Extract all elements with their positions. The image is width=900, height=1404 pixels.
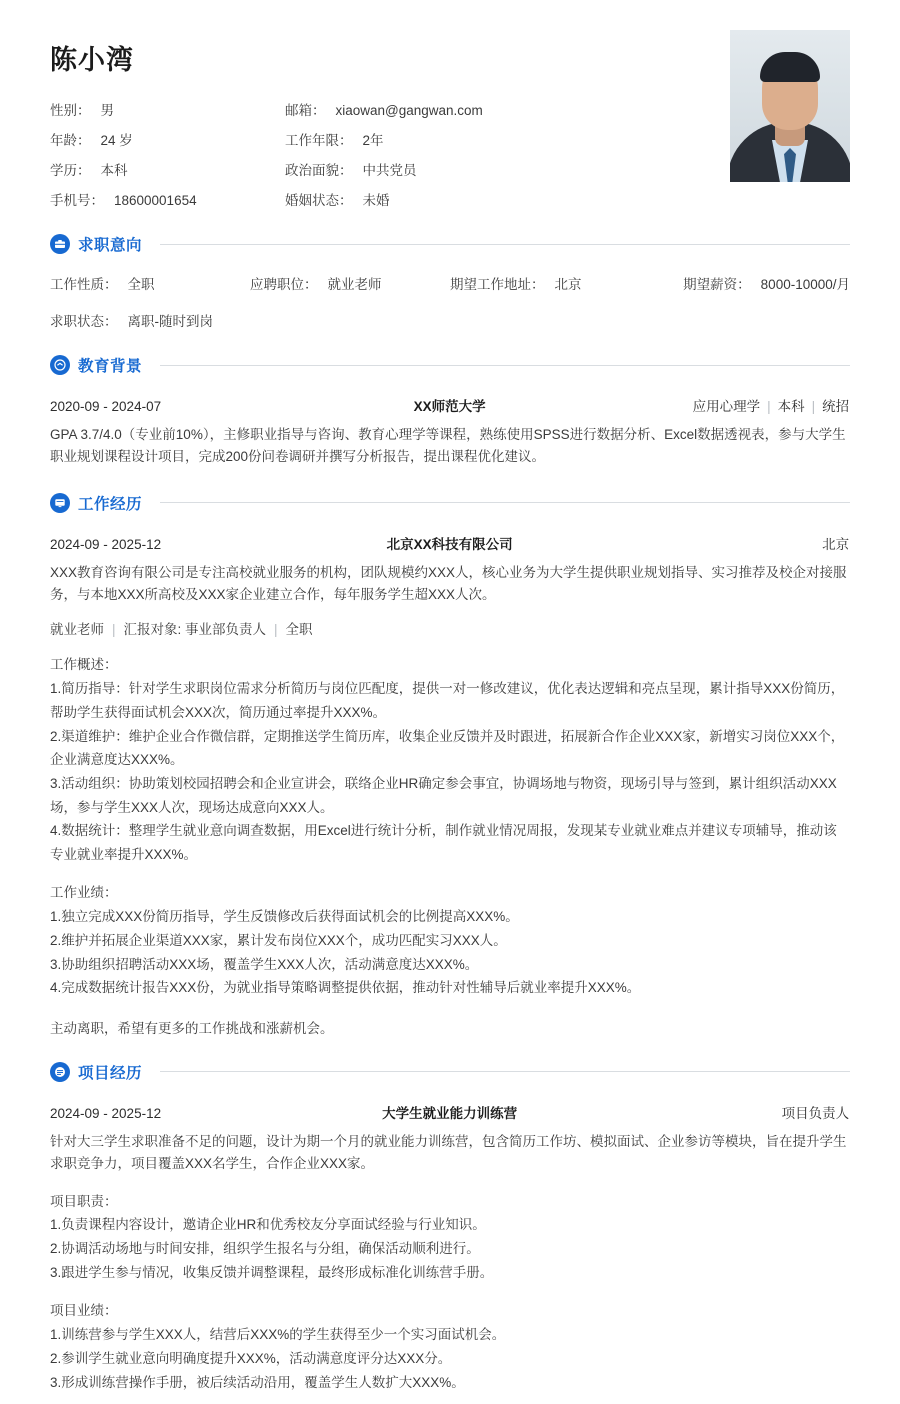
work-summary-title: 工作概述：: [50, 657, 118, 673]
basic-info-grid: [50, 99, 710, 209]
section-header-education: [50, 354, 850, 376]
work-city: 北京: [822, 536, 850, 552]
info-email-value: xiaowan@gangwan.com: [335, 103, 483, 118]
avatar: [730, 30, 850, 182]
section-header-job-intent: [50, 233, 850, 255]
work-summary-item: 2.渠道维护：维护企业合作微信群，定期推送学生简历库，收集企业反馈并及时跟进，拓展新合作企业XXX家，新增实习岗位XXX个，企业满意度达XXX%。: [50, 728, 845, 768]
work-report-to: 汇报对象: 事业部负责人: [123, 622, 267, 638]
work-nature: 全职: [285, 622, 313, 638]
info-experience: [285, 129, 710, 149]
education-major: 应用心理学: [692, 399, 761, 414]
education-meta: [583, 395, 849, 415]
page-title: 陈小湾: [50, 45, 134, 75]
intent-status: [50, 310, 250, 330]
project-name: 大学生就业能力训练营: [382, 1105, 518, 1121]
info-phone-label: 手机号：: [50, 193, 104, 208]
work-role-line: [50, 618, 850, 638]
work-result-item: 3.协助组织招聘活动XXX场，覆盖学生XXX人次，活动满意度达XXX%。: [50, 956, 479, 972]
resume-header: [50, 30, 850, 209]
section-header-project: [50, 1061, 850, 1083]
section-title-project: 项目经历: [78, 1064, 143, 1082]
divider: |: [811, 399, 816, 414]
info-political: [285, 159, 710, 179]
info-gender-value: 男: [100, 103, 114, 118]
info-gender: [50, 99, 285, 119]
job-intent-grid: [50, 273, 850, 330]
section-title-education: 教育背景: [78, 358, 143, 375]
education-entry-header: [50, 395, 850, 415]
work-result-item: 2.维护并拓展企业渠道XXX家，累计发布岗位XXX个，成功匹配实习XXX人。: [50, 932, 507, 948]
monitor-icon: [50, 493, 70, 513]
section-work-experience: [50, 492, 850, 1037]
project-result-item: 3.形成训练营操作手册，被后续活动沿用，覆盖学生人数扩大XXX%。: [50, 1374, 465, 1390]
work-summary-item: 4.数据统计：整理学生就业意向调查数据，用Excel进行统计分析，制作就业情况周报，发现某专业就业难点并建议专项辅导，推动该专业就业率提升XXX%。: [50, 823, 837, 862]
intent-status-label: 求职状态：: [50, 314, 118, 329]
project-role: 项目负责人: [781, 1105, 850, 1121]
project-duty-item: 2.协调活动场地与时间安排，组织学生报名与分组，确保活动顺利进行。: [50, 1241, 480, 1257]
education-date: 2020-09 - 2024-07: [50, 399, 162, 414]
project-result-block: [50, 1300, 850, 1394]
education-school: XX师范大学: [413, 399, 486, 414]
intent-position-value: 就业老师: [327, 277, 382, 292]
info-education-label: 学历：: [50, 163, 91, 178]
section-education: [50, 354, 850, 468]
project-duty-block: [50, 1191, 850, 1285]
work-leave-reason: 主动离职，希望有更多的工作挑战和涨薪机会。: [50, 1020, 334, 1036]
work-summary-item: 1.简历指导：针对学生求职岗位需求分析简历与岗位匹配度，提供一对一修改建议，优化表达逻辑和亮点呈现，累计指导XXX份简历，帮助学生获得面试机会XXX次，简历通过率提升XXX%。: [50, 681, 845, 720]
cap-icon: [50, 355, 70, 375]
education-channel: 统招: [822, 399, 850, 414]
section-header-work: [50, 492, 850, 514]
project-duty-item: 1.负责课程内容设计，邀请企业HR和优秀校友分享面试经验与行业知识。: [50, 1217, 486, 1233]
project-result-title: 项目业绩：: [50, 1303, 118, 1319]
project-result-item: 1.训练营参与学生XXX人，结营后XXX%的学生获得至少一个实习面试机会。: [50, 1327, 506, 1343]
section-divider: [160, 365, 850, 366]
intent-salary: [670, 273, 850, 293]
info-education: [50, 159, 285, 179]
section-job-intent: [50, 233, 850, 330]
work-company-description: XXX教育咨询有限公司是专注高校就业服务的机构，团队规模约XXX人，核心业务为大学生提供职业规划指导、实习推荐及校企对接服务，与本地XXX所高校及XXX家企业建立合作，每年服务学生超XXX人次。: [50, 564, 847, 602]
info-email: [285, 99, 710, 119]
info-education-value: 本科: [100, 163, 128, 178]
intent-location-label: 期望工作地址：: [450, 277, 545, 292]
info-marital-label: 婚姻状态：: [285, 193, 353, 208]
intent-nature-value: 全职: [127, 277, 155, 292]
work-summary-item: 3.活动组织：协助策划校园招聘会和企业宣讲会，联络企业HR确定参会事宜，协调场地与物资，现场引导与签到，累计组织活动XXX场，参与学生XXX人次，现场达成意向XXX人。: [50, 775, 837, 815]
work-result-title: 工作业绩：: [50, 885, 118, 901]
intent-status-value: 离职-随时到岗: [127, 314, 213, 329]
section-divider: [160, 1071, 850, 1072]
section-title-job-intent: 求职意向: [78, 237, 143, 254]
project-result-item: 2.参训学生就业意向明确度提升XXX%，活动满意度评分达XXX分。: [50, 1350, 452, 1366]
info-marital: [285, 189, 710, 209]
list-icon: [50, 1062, 70, 1082]
intent-position-label: 应聘职位：: [250, 277, 318, 292]
section-project-experience: [50, 1061, 850, 1394]
info-experience-value: 2年: [362, 133, 384, 148]
info-political-label: 政治面貌：: [285, 163, 353, 178]
section-divider: [160, 244, 850, 245]
header-left: [50, 30, 710, 209]
intent-nature-label: 工作性质：: [50, 277, 118, 292]
intent-location: [450, 273, 670, 293]
divider: |: [112, 622, 116, 638]
project-description: 针对大三学生求职准备不足的问题，设计为期一个月的就业能力训练营，包含简历工作坊、模拟面试、企业参访等模块，旨在提升学生求职竞争力，项目覆盖XXX名学生，合作企业XXX家。: [50, 1133, 847, 1171]
section-title-work: 工作经历: [78, 495, 143, 513]
section-divider: [160, 502, 850, 503]
intent-position: [250, 273, 450, 293]
info-email-label: 邮箱：: [285, 103, 326, 118]
project-date: 2024-09 - 2025-12: [50, 1105, 162, 1121]
photo-container: [730, 30, 850, 182]
intent-nature: [50, 273, 250, 293]
project-duty-title: 项目职责：: [50, 1193, 118, 1209]
work-summary-block: [50, 654, 850, 866]
education-description: GPA 3.7/4.0（专业前10%），主修职业指导与咨询、教育心理学等课程，熟练使用SPSS进行数据分析、Excel数据透视表，参与大学生职业规划课程设计项目，完成200份问卷调研并撰写分析报告，提出课程优化建议。: [50, 427, 846, 464]
work-role: 就业老师: [50, 622, 104, 638]
divider: |: [274, 622, 278, 638]
briefcase-icon: [50, 234, 70, 254]
project-duty-item: 3.跟进学生参与情况，收集反馈并调整课程，最终形成标准化训练营手册。: [50, 1264, 494, 1280]
info-age: [50, 129, 285, 149]
education-degree: 本科: [777, 399, 805, 414]
info-political-value: 中共党员: [362, 163, 417, 178]
info-age-label: 年龄：: [50, 133, 91, 148]
intent-location-value: 北京: [554, 277, 582, 292]
intent-salary-label: 期望薪资：: [683, 277, 751, 292]
info-marital-value: 未婚: [362, 193, 390, 208]
intent-salary-value: 8000-10000/月: [760, 277, 850, 292]
project-entry-header: [50, 1102, 850, 1122]
info-experience-label: 工作年限：: [285, 133, 353, 148]
work-result-item: 1.独立完成XXX份简历指导，学生反馈修改后获得面试机会的比例提高XXX%。: [50, 909, 519, 925]
info-gender-label: 性别：: [50, 103, 91, 118]
info-phone-value: 18600001654: [114, 193, 197, 208]
work-company: 北京XX科技有限公司: [386, 536, 513, 552]
info-phone: [50, 189, 285, 209]
divider: |: [767, 399, 771, 414]
info-age-value: 24 岁: [100, 133, 133, 148]
work-result-block: [50, 882, 850, 999]
work-result-item: 4.完成数据统计报告XXX份，为就业指导策略调整提供依据，推动针对性辅导后就业率提升XXX%。: [50, 980, 641, 996]
work-entry-header: [50, 533, 850, 553]
work-date: 2024-09 - 2025-12: [50, 536, 162, 552]
